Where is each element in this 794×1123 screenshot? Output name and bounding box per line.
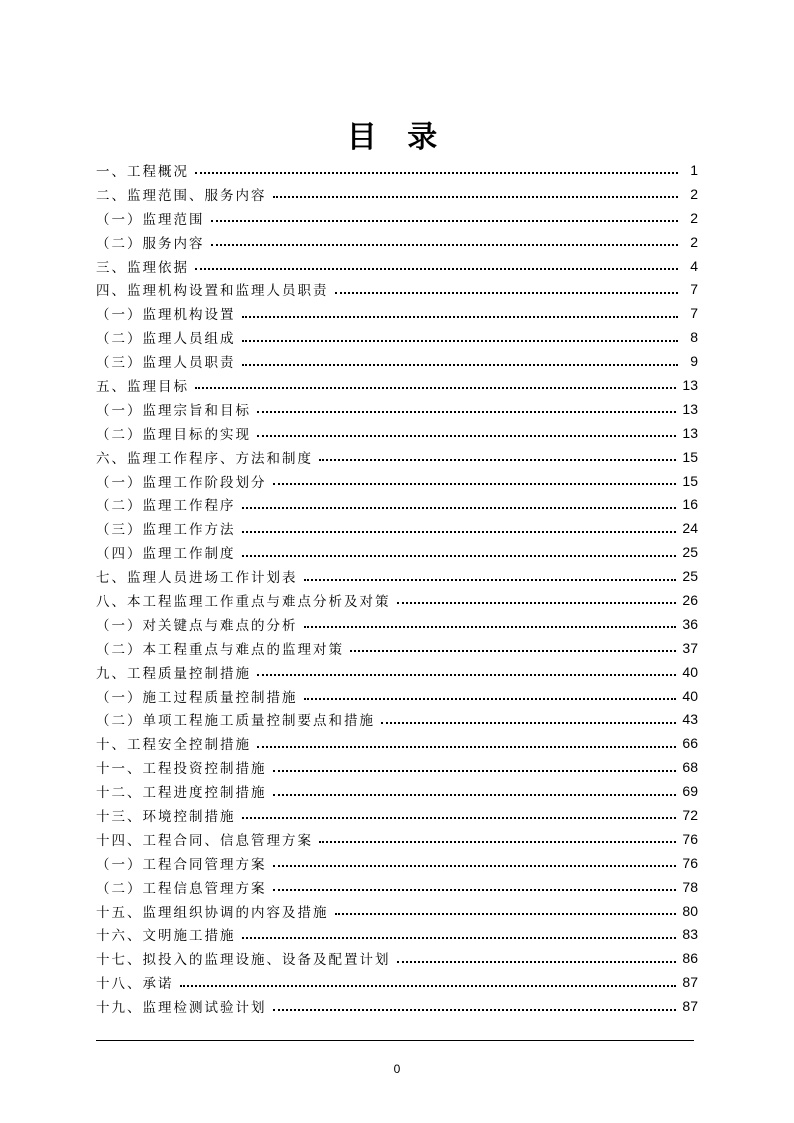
toc-entry-label: （二）监理工作程序 [96,498,236,515]
toc-entry[interactable] [96,492,698,516]
toc-entry-label: （二）监理人员组成 [96,331,236,348]
toc-entry-label: 三、监理依据 [96,259,189,276]
toc-leader-dots [397,601,677,604]
toc-entry-label: （二）服务内容 [96,235,205,252]
toc-entry[interactable] [96,230,698,254]
toc-entry-label: （一）监理范围 [96,211,205,228]
toc-leader-dots [257,745,676,748]
toc-entry[interactable] [96,994,698,1018]
toc-entry-page-number: 8 [690,329,698,346]
toc-entry-page-number: 80 [682,902,698,919]
toc-entry-label: （二）单项工程施工质量控制要点和措施 [96,713,375,730]
toc-leader-dots [381,721,676,724]
toc-entry-page-number: 40 [682,663,698,680]
toc-entry-label: 五、监理目标 [96,378,189,395]
toc-entry[interactable] [96,899,698,923]
toc-leader-dots [242,506,677,509]
toc-entry-page-number: 15 [682,448,698,465]
toc-entry-page-number: 25 [682,568,698,585]
toc-entry[interactable] [96,254,698,278]
toc-leader-dots [304,697,677,700]
toc-entry-page-number: 83 [682,926,698,943]
toc-entry[interactable] [96,540,698,564]
toc-entry-label: 七、监理人员进场工作计划表 [96,570,298,587]
toc-entry-label: 十六、文明施工措施 [96,928,236,945]
toc-leader-dots [257,410,676,413]
toc-entry[interactable] [96,421,698,445]
toc-entry-label: （四）监理工作制度 [96,546,236,563]
toc-leader-dots [273,793,677,796]
toc-leader-dots [273,864,677,867]
toc-entry-label: （三）监理人员职责 [96,355,236,372]
toc-leader-dots [242,315,679,318]
toc-leader-dots [195,386,676,389]
toc-entry-page-number: 13 [682,424,698,441]
toc-entry[interactable] [96,516,698,540]
toc-entry-label: 六、监理工作程序、方法和制度 [96,450,313,467]
toc-entry[interactable] [96,803,698,827]
toc-entry[interactable] [96,923,698,947]
toc-entry-label: （一）监理宗旨和目标 [96,402,251,419]
table-of-contents [96,158,698,1018]
toc-leader-dots [273,769,677,772]
toc-entry-label: 十五、监理组织协调的内容及措施 [96,904,329,921]
toc-leader-dots [195,171,678,174]
toc-leader-dots [350,649,676,652]
toc-entry-label: 十一、工程投资控制措施 [96,761,267,778]
toc-entry[interactable] [96,206,698,230]
toc-entry-label: 十、工程安全控制措施 [96,737,251,754]
toc-leader-dots [304,578,677,581]
toc-entry-page-number: 78 [682,878,698,895]
toc-entry-page-number: 87 [682,974,698,991]
toc-entry[interactable] [96,373,698,397]
toc-entry-page-number: 68 [682,759,698,776]
toc-entry-page-number: 86 [682,950,698,967]
toc-entry[interactable] [96,707,698,731]
toc-entry-page-number: 25 [682,544,698,561]
toc-entry-page-number: 7 [690,281,698,298]
toc-entry-page-number: 69 [682,783,698,800]
toc-entry[interactable] [96,182,698,206]
toc-entry-label: （二）监理目标的实现 [96,426,251,443]
toc-entry[interactable] [96,469,698,493]
toc-entry[interactable] [96,755,698,779]
toc-leader-dots [242,363,679,366]
toc-entry-page-number: 66 [682,735,698,752]
toc-entry-page-number: 76 [682,854,698,871]
toc-entry[interactable] [96,349,698,373]
toc-entry-label: （一）施工过程质量控制措施 [96,689,298,706]
toc-leader-dots [242,554,677,557]
toc-entry[interactable] [96,970,698,994]
toc-entry-page-number: 87 [682,998,698,1015]
toc-leader-dots [273,1008,677,1011]
toc-entry[interactable] [96,946,698,970]
page-title: 目 录 [346,120,448,155]
toc-entry-label: （一）监理机构设置 [96,307,236,324]
toc-leader-dots [335,291,679,294]
toc-entry-page-number: 26 [682,591,698,608]
page-number: 0 [393,1062,401,1076]
toc-leader-dots [242,936,677,939]
toc-leader-dots [242,339,679,342]
toc-entry-page-number: 2 [690,233,698,250]
toc-entry-label: 十九、监理检测试验计划 [96,1000,267,1017]
toc-entry-page-number: 40 [682,687,698,704]
toc-entry[interactable] [96,731,698,755]
toc-entry-label: 十三、环境控制措施 [96,808,236,825]
toc-entry-page-number: 24 [682,520,698,537]
toc-entry-label: 十二、工程进度控制措施 [96,785,267,802]
toc-entry[interactable] [96,684,698,708]
toc-entry-page-number: 76 [682,830,698,847]
toc-entry-page-number: 16 [682,496,698,513]
toc-entry-page-number: 7 [690,305,698,322]
toc-entry[interactable] [96,301,698,325]
toc-entry[interactable] [96,564,698,588]
toc-leader-dots [304,625,677,628]
toc-entry-page-number: 43 [682,711,698,728]
toc-entry-page-number: 2 [690,185,698,202]
toc-leader-dots [273,195,679,198]
toc-entry-page-number: 4 [690,257,698,274]
toc-leader-dots [335,912,677,915]
toc-entry-label: （一）工程合同管理方案 [96,856,267,873]
toc-entry-label: （一）对关键点与难点的分析 [96,617,298,634]
toc-entry-label: 八、本工程监理工作重点与难点分析及对策 [96,593,391,610]
toc-entry-label: （二）本工程重点与难点的监理对策 [96,641,344,658]
toc-entry[interactable] [96,827,698,851]
toc-entry-page-number: 15 [682,472,698,489]
toc-entry[interactable] [96,636,698,660]
toc-entry-page-number: 2 [690,209,698,226]
toc-entry-label: 九、工程质量控制措施 [96,665,251,682]
toc-entry-label: 十八、承诺 [96,976,174,993]
footer-divider [96,1040,694,1041]
toc-leader-dots [319,840,676,843]
toc-leader-dots [257,434,676,437]
toc-entry[interactable] [96,158,698,182]
toc-entry-page-number: 9 [690,353,698,370]
toc-leader-dots [211,243,679,246]
toc-leader-dots [242,530,677,533]
toc-leader-dots [257,673,676,676]
toc-entry-label: （二）工程信息管理方案 [96,880,267,897]
toc-leader-dots [211,219,679,222]
toc-leader-dots [319,458,676,461]
toc-entry-label: 一、工程概况 [96,163,189,180]
toc-leader-dots [273,482,677,485]
toc-entry-label: 四、监理机构设置和监理人员职责 [96,283,329,300]
toc-leader-dots [242,816,677,819]
toc-leader-dots [195,267,678,270]
toc-entry[interactable] [96,325,698,349]
toc-entry-label: 十四、工程合同、信息管理方案 [96,832,313,849]
toc-entry-label: 十七、拟投入的监理设施、设备及配置计划 [96,952,391,969]
toc-entry-page-number: 13 [682,400,698,417]
toc-entry[interactable] [96,875,698,899]
toc-entry[interactable] [96,660,698,684]
toc-entry[interactable] [96,445,698,469]
toc-leader-dots [397,960,677,963]
toc-entry-label: （三）监理工作方法 [96,522,236,539]
toc-entry-label: 二、监理范围、服务内容 [96,187,267,204]
toc-entry-page-number: 1 [690,161,698,178]
toc-entry[interactable] [96,612,698,636]
toc-entry[interactable] [96,779,698,803]
toc-entry-page-number: 13 [682,376,698,393]
toc-entry-page-number: 37 [682,639,698,656]
toc-entry[interactable] [96,851,698,875]
toc-leader-dots [273,888,677,891]
toc-entry[interactable] [96,588,698,612]
toc-entry-page-number: 72 [682,806,698,823]
toc-entry-page-number: 36 [682,615,698,632]
toc-entry[interactable] [96,277,698,301]
toc-entry-label: （一）监理工作阶段划分 [96,474,267,491]
toc-leader-dots [180,984,677,987]
toc-entry[interactable] [96,397,698,421]
